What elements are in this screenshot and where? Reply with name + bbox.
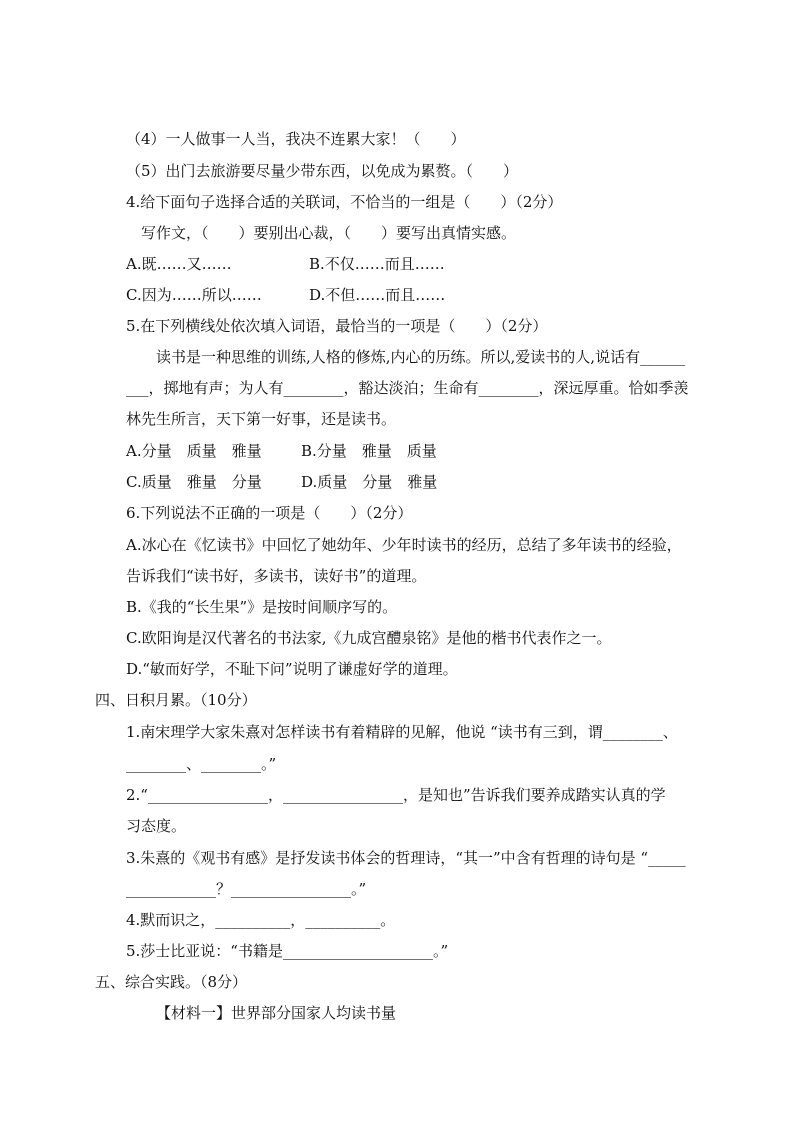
question-6-option-a-line-2: 告诉我们“读书好，多读书，读好书”的道理。	[126, 567, 427, 585]
question-5-passage-line-2: ___，掷地有声；为人有________，豁达淡泊；生命有________，深远厚重。恰如季羡	[126, 379, 689, 397]
section-4-question-5: 5.莎士比亚说：“书籍是____________________。”	[126, 942, 449, 960]
section-4-question-2-line-2: 习态度。	[126, 817, 187, 835]
section-4-question-2-line-1: 2.“________________，________________，是知也”告诉我们要养成踏实认真的学	[126, 786, 666, 804]
question-3-item-4: （4）一人做事一人当，我决不连累大家！（ ）	[126, 130, 466, 148]
question-6-option-c: C.欧阳询是汉代著名的书法家,《九成宫醴泉铭》是他的楷书代表作之一。	[126, 629, 612, 647]
section-4-question-1-line-2: ________、________。”	[126, 755, 277, 773]
section-4-question-3-line-1: 3.朱熹的《观书有感》是抒发读书体会的哲理诗，“其一”中含有哲理的诗句是 “_____	[126, 849, 686, 867]
question-4-stem: 4.给下面句子选择合适的关联词，不恰当的一组是（ ）（2分）	[126, 193, 563, 211]
section-4-question-3-line-2: ____________？________________。”	[126, 880, 367, 898]
section-4-question-1-line-1: 1.南宋理学大家朱熹对怎样读书有着精辟的见解，他说 “读书有三到，谓________、	[126, 723, 678, 741]
question-5-option-d: D.质量 分量 雅量	[301, 473, 438, 491]
question-5-option-c: C.质量 雅量 分量	[126, 473, 262, 491]
question-3-item-5: （5）出门去旅游要尽量少带东西，以免成为累赘。（ ）	[126, 162, 519, 180]
question-6-option-d: D.“敏而好学，不耻下问”说明了谦虚好学的道理。	[126, 660, 458, 678]
question-5-stem: 5.在下列横线处依次填入词语，最恰当的一项是（ ）（2分）	[126, 317, 548, 335]
question-5-passage-line-3: 林先生所言，天下第一好事，还是读书。	[126, 410, 397, 428]
section-4-question-4: 4.默而识之，__________，__________。	[126, 911, 396, 929]
question-5-option-a: A.分量 质量 雅量	[126, 442, 262, 460]
question-4-option-b: B.不仅……而且……	[309, 255, 445, 273]
question-5-passage-line-1: 读书是一种思维的训练,人格的修炼,内心的历练。所以,爱读书的人,说话有______	[156, 348, 686, 366]
question-6-option-b: B.《我的“长生果”》是按时间顺序写的。	[126, 598, 398, 616]
question-4-sentence: 写作文，（ ）要别出心裁，（ ）要写出真情实感。	[141, 224, 517, 242]
question-4-option-a: A.既……又……	[126, 255, 232, 273]
question-4-option-c: C.因为……所以……	[126, 286, 262, 304]
question-5-option-b: B.分量 雅量 质量	[301, 442, 437, 460]
question-4-option-d: D.不但……而且……	[309, 286, 446, 304]
material-1-title: 【材料一】世界部分国家人均读书量	[156, 1004, 397, 1022]
question-6-option-a-line-1: A.冰心在《忆读书》中回忆了她幼年、少年时读书的经历，总结了多年读书的经验，	[126, 536, 682, 554]
question-6-stem: 6.下列说法不正确的一项是（ ）（2分）	[126, 504, 413, 522]
section-4-heading: 四、日积月累。（10分）	[95, 691, 257, 709]
section-5-heading: 五、综合实践。（8分）	[95, 973, 248, 991]
